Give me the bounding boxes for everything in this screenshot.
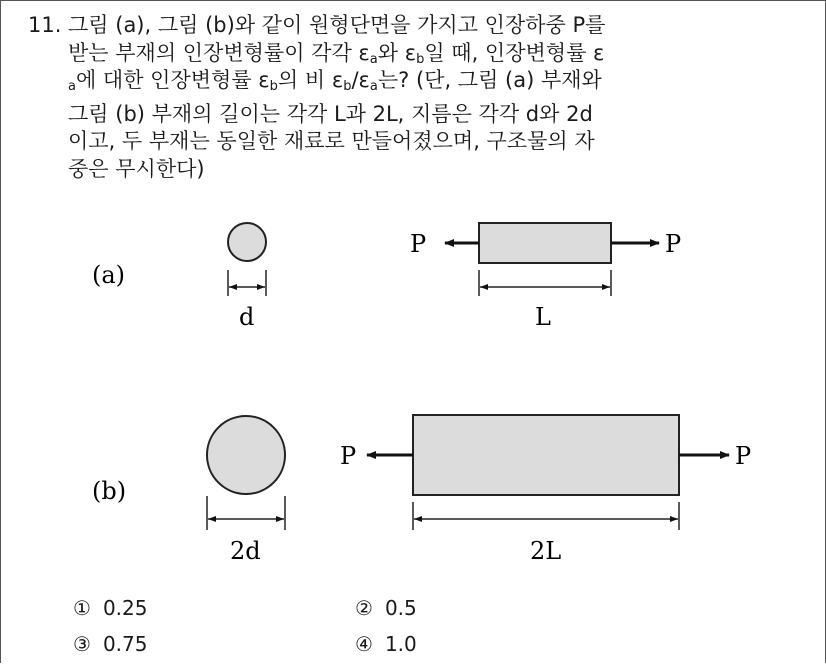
- choice-1[interactable]: [73, 596, 147, 620]
- choice-4-text: 1.0: [384, 632, 417, 656]
- question-line-1: 그림 (a), 그림 (b)와 같이 원형단면을 가지고 인장하중 P를: [68, 13, 606, 37]
- figure-b-label: (b): [92, 477, 127, 505]
- bar-a: [479, 223, 611, 263]
- text-span: 에 대한 인장변형률 ε: [75, 68, 270, 92]
- choice-3-mark: ③: [73, 632, 91, 656]
- choice-1-text: 0.25: [102, 596, 148, 620]
- subscript: a: [68, 79, 76, 94]
- subscript: a: [369, 79, 378, 94]
- text-span: /ε: [351, 68, 370, 92]
- choice-1-mark: ①: [73, 596, 91, 620]
- choice-2-mark: ②: [355, 596, 373, 620]
- question-line-4: 그림 (b) 부재의 길이는 각각 L과 2L, 지름은 각각 d와 2d: [68, 101, 593, 126]
- text-span: 는? (단, 그림 (a) 부재와: [377, 68, 602, 92]
- load-a-right-label: P: [665, 230, 682, 258]
- length-a-label: L: [535, 303, 551, 331]
- length-b-label: 2L: [530, 537, 562, 565]
- text-span: 받는 부재의 인장변형률이 각각 ε: [68, 40, 370, 65]
- subscript: b: [343, 79, 352, 94]
- section-b-circle: [207, 416, 285, 494]
- choice-2[interactable]: [355, 596, 417, 620]
- choice-4[interactable]: [355, 632, 417, 656]
- diameter-b-label: 2d: [230, 537, 261, 565]
- question-line-5: 이고, 두 부재는 동일한 재료로 만들어졌으며, 구조물의 자: [68, 129, 595, 153]
- choice-3-text: 0.75: [102, 632, 148, 656]
- question-number: 11.: [28, 13, 62, 37]
- question-line-6: 중은 무시한다): [68, 156, 205, 181]
- load-b-left-label: P: [340, 442, 357, 470]
- bar-b: [413, 415, 679, 495]
- choice-3[interactable]: [73, 632, 147, 656]
- text-span: 의 비 ε: [277, 68, 344, 92]
- load-b-right-label: P: [735, 442, 752, 470]
- load-a-left-label: P: [410, 230, 427, 258]
- text-span: 와 ε: [377, 40, 417, 65]
- subscript: b: [269, 79, 278, 94]
- figure-a-label: (a): [92, 261, 126, 289]
- subscript: a: [369, 51, 378, 67]
- diameter-a-label: d: [239, 303, 255, 331]
- subscript: b: [416, 51, 425, 67]
- text-span: 일 때, 인장변형률 ε: [424, 40, 605, 65]
- choice-4-mark: ④: [355, 632, 373, 656]
- section-a-circle: [228, 223, 266, 261]
- choice-2-text: 0.5: [384, 596, 417, 620]
